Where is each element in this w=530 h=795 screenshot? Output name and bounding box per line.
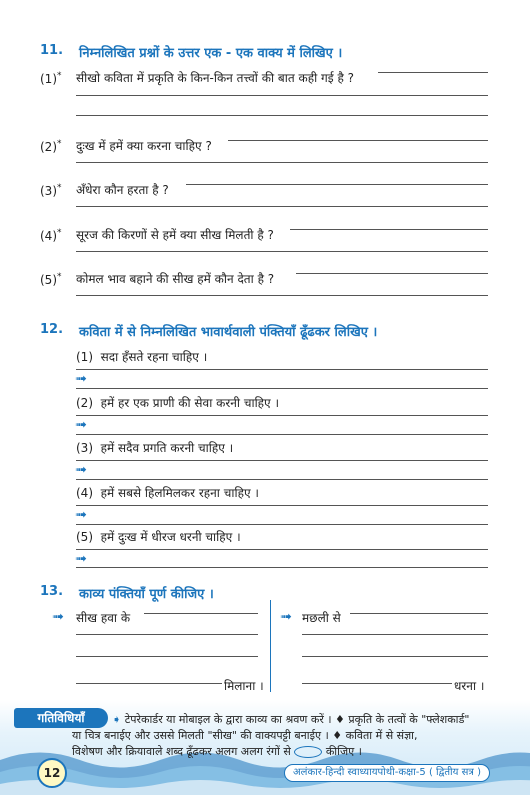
q12-item3: (3) हमें सदैव प्रगति करनी चाहिए ।: [76, 441, 234, 455]
q11-item3-num: (3)*: [40, 183, 62, 198]
activity-line-3: विशेषण और क्रियावाले शब्द ढूँढकर अलग अलग रंगों से कीजिए ।: [72, 745, 362, 758]
answer-line[interactable]: [378, 72, 488, 73]
answer-line[interactable]: [350, 613, 488, 614]
arrow-right-icon: ➟: [75, 551, 87, 567]
answer-line[interactable]: [76, 388, 488, 389]
arrow-right-icon: ➟: [75, 507, 87, 523]
answer-line[interactable]: [76, 206, 488, 207]
answer-line[interactable]: [302, 634, 488, 635]
q11-number: 11.: [40, 43, 64, 58]
answer-line[interactable]: [76, 656, 258, 657]
activity-line-2: या चित्र बनाईए और उससे मिलती "सीख" की वाक्यपट्टी बनाईए । ♦ कविता में से संज्ञा,: [72, 729, 418, 742]
diamond-arrow-icon: ➧: [112, 713, 122, 726]
answer-line[interactable]: [76, 295, 488, 296]
q12-title: कविता में से निम्नलिखित भावार्थवाली पंक्तियाँ ढूँढकर लिखिए ।: [79, 325, 378, 340]
answer-line[interactable]: [76, 434, 488, 435]
answer-line[interactable]: [186, 184, 488, 185]
q11-item1-num: (1)*: [40, 71, 62, 86]
q12-item2: (2) हमें हर एक प्राणी की सेवा करनी चाहिए ।: [76, 396, 280, 410]
q12-item4: (4) हमें सबसे हिलमिलकर रहना चाहिए ।: [76, 486, 259, 500]
activity-badge: गतिविधियाँ: [14, 708, 108, 728]
answer-line[interactable]: [76, 634, 258, 635]
arrow-right-icon: ➟: [280, 609, 292, 625]
q11-title: निम्नलिखित प्रश्नों के उत्तर एक - एक वाक्य में लिखिए ।: [79, 46, 343, 61]
q11-item5-text: कोमल भाव बहाने की सीख हमें कौन देता है ?: [76, 272, 275, 286]
answer-line[interactable]: [76, 460, 488, 461]
arrow-right-icon: ➟: [75, 371, 87, 387]
q12-heading: [40, 322, 500, 340]
answer-line[interactable]: [76, 567, 488, 568]
arrow-right-icon: ➟: [75, 462, 87, 478]
answer-line[interactable]: [76, 369, 488, 370]
answer-line[interactable]: [228, 140, 488, 141]
answer-line[interactable]: [144, 613, 258, 614]
q13-left-end: मिलाना ।: [224, 679, 264, 693]
q11-item4-text: सूरज की किरणों से हमें क्या सीख मिलती है ?: [76, 228, 274, 242]
q11-item1-text: सीखो कविता में प्रकृति के किन-किन तत्त्वों की बात कही गई है ?: [76, 71, 355, 85]
q13-right-end: धरना ।: [454, 679, 485, 693]
q11-heading: [40, 43, 500, 61]
answer-line[interactable]: [76, 162, 488, 163]
q12-item5: (5) हमें दुःख में धीरज धरनी चाहिए ।: [76, 530, 241, 544]
answer-line[interactable]: [302, 683, 452, 684]
answer-line[interactable]: [76, 505, 488, 506]
answer-line[interactable]: [76, 683, 222, 684]
column-divider: [270, 600, 271, 692]
q11-item3-text: अँधेरा कौन हरता है ?: [76, 183, 169, 197]
answer-line[interactable]: [76, 251, 488, 252]
answer-line[interactable]: [76, 95, 488, 96]
q12-number: 12.: [40, 322, 64, 337]
q13-title: काव्य पंक्तियाँ पूर्ण कीजिए ।: [79, 587, 214, 602]
q12-item1: (1) सदा हँसते रहना चाहिए ।: [76, 350, 208, 364]
q11-item4-num: (4)*: [40, 228, 62, 243]
activity-line-1: ➧ टेपरेकार्डर या मोबाइल के द्वारा काव्य का श्रवण करें । ♦ प्रकृति के तत्वों के "फ्लेशकार्ड": [112, 713, 470, 726]
arrow-right-icon: ➟: [52, 609, 64, 625]
q11-item2-num: (2)*: [40, 139, 62, 154]
answer-line[interactable]: [76, 479, 488, 480]
q13-left-start: सीख हवा के: [76, 611, 131, 625]
answer-line[interactable]: [302, 656, 488, 657]
answer-line[interactable]: [76, 549, 488, 550]
oval-mark-icon: [294, 746, 322, 758]
q13-right-start: मछली से: [302, 611, 341, 625]
answer-line[interactable]: [76, 115, 488, 116]
q13-number: 13.: [40, 584, 64, 599]
answer-line[interactable]: [290, 229, 488, 230]
answer-line[interactable]: [296, 273, 488, 274]
arrow-right-icon: ➟: [75, 417, 87, 433]
answer-line[interactable]: [76, 415, 488, 416]
q11-item2-text: दुःख में हमें क्या करना चाहिए ?: [76, 139, 212, 153]
series-label: अलंकार-हिन्दी स्वाध्यायपोथी-कक्षा-5 ( द्वितीय सत्र ): [284, 764, 490, 782]
q11-item5-num: (5)*: [40, 272, 62, 287]
answer-line[interactable]: [76, 524, 488, 525]
page-number: 12: [37, 758, 67, 788]
